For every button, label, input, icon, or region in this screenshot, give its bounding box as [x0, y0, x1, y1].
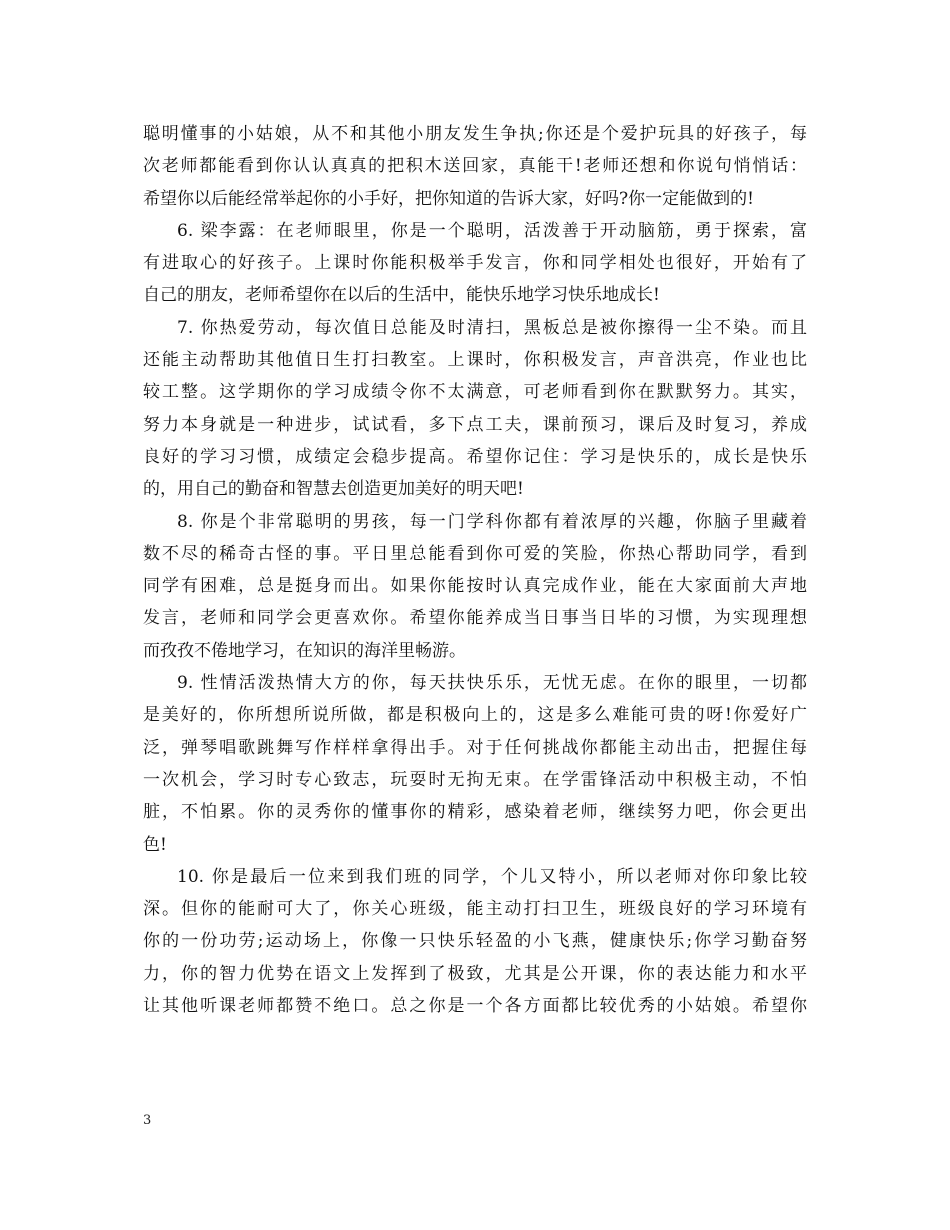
text-line: 6. 梁李露：在老师眼里，你是一个聪明，活泼善于开动脑筋，勇于探索，富	[177, 220, 807, 241]
text-line: 深。但你的能耐可大了，你关心班级，能主动打扫卫生，班级良好的学习环境有	[143, 899, 807, 920]
text-line: 数不尽的稀奇古怪的事。平日里总能看到你可爱的笑脸，你热心帮助同学，看到	[143, 543, 807, 564]
text-line: 9. 性情活泼热情大方的你，每天扶快乐乐，无忧无虑。在你的眼里，一切都	[177, 673, 807, 694]
text-line: 8. 你是个非常聪明的男孩，每一门学科你都有着浓厚的兴趣，你脑子里藏着	[177, 511, 807, 532]
text-line: 10. 你是最后一位来到我们班的同学，个儿又特小，所以老师对你印象比较	[177, 866, 807, 887]
text-line: 泛，弹琴唱歌跳舞写作样样拿得出手。对于任何挑战你都能主动出击，把握住每	[143, 737, 807, 758]
text-line: 自己的朋友，老师希望你在以后的生活中，能快乐地学习快乐地成长!	[143, 285, 660, 306]
text-line: 7. 你热爱劳动，每次值日总能及时清扫，黑板总是被你擦得一尘不染。而且	[177, 317, 807, 338]
text-line: 的，用自己的勤奋和智慧去创造更加美好的明天吧!	[143, 479, 524, 500]
paragraph-10	[143, 861, 807, 1022]
text-line: 一次机会，学习时专心致志，玩耍时无拘无束。在学雷锋活动中积极主动，不怕	[143, 769, 807, 790]
text-line: 同学有困难，总是挺身而出。如果你能按时认真完成作业，能在大家面前大声地	[143, 576, 807, 597]
text-line: 次老师都能看到你认认真真的把积木送回家，真能干!老师还想和你说句悄悄话：	[143, 156, 807, 177]
text-line: 力，你的智力优势在语文上发挥到了极致，尤其是公开课，你的表达能力和水平	[143, 963, 807, 984]
text-line: 让其他听课老师都赞不绝口。总之你是一个各方面都比较优秀的小姑娘。希望你	[143, 996, 807, 1017]
paragraph-6	[143, 215, 807, 312]
text-line: 你的一份功劳;运动场上，你像一只快乐轻盈的小飞燕，健康快乐;你学习勤奋努	[143, 931, 807, 952]
text-line: 色!	[143, 834, 167, 855]
text-line: 是美好的，你所想所说所做，都是积极向上的，这是多么难能可贵的呀!你爱好广	[143, 705, 807, 726]
text-line: 希望你以后能经常举起你的小手好，把你知道的告诉大家，好吗?你一定能做到的!	[143, 188, 754, 209]
text-line: 发言，老师和同学会更喜欢你。希望你能养成当日事当日毕的习惯，为实现理想	[143, 608, 807, 629]
paragraph-9	[143, 667, 807, 861]
paragraph-7	[143, 312, 807, 506]
text-line: 脏，不怕累。你的灵秀你的懂事你的精彩，感染着老师，继续努力吧，你会更出	[143, 802, 807, 823]
document-body	[143, 118, 807, 1022]
text-line: 努力本身就是一种进步，试试看，多下点工夫，课前预习，课后及时复习，养成	[143, 414, 807, 435]
page-number: 3	[143, 1113, 152, 1128]
paragraph-continuation	[143, 118, 807, 215]
text-line: 有进取心的好孩子。上课时你能积极举手发言，你和同学相处也很好，开始有了	[143, 253, 807, 274]
text-line: 聪明懂事的小姑娘，从不和其他小朋友发生争执;你还是个爱护玩具的好孩子，每	[143, 124, 807, 144]
text-line: 较工整。这学期你的学习成绩令你不太满意，可老师看到你在默默努力。其实，	[143, 382, 807, 403]
text-line: 良好的学习习惯，成绩定会稳步提高。希望你记住：学习是快乐的，成长是快乐	[143, 446, 807, 467]
text-line: 而孜孜不倦地学习，在知识的海洋里畅游。	[143, 640, 466, 661]
paragraph-8	[143, 506, 807, 667]
text-line: 还能主动帮助其他值日生打扫教室。上课时，你积极发言，声音洪亮，作业也比	[143, 350, 807, 371]
